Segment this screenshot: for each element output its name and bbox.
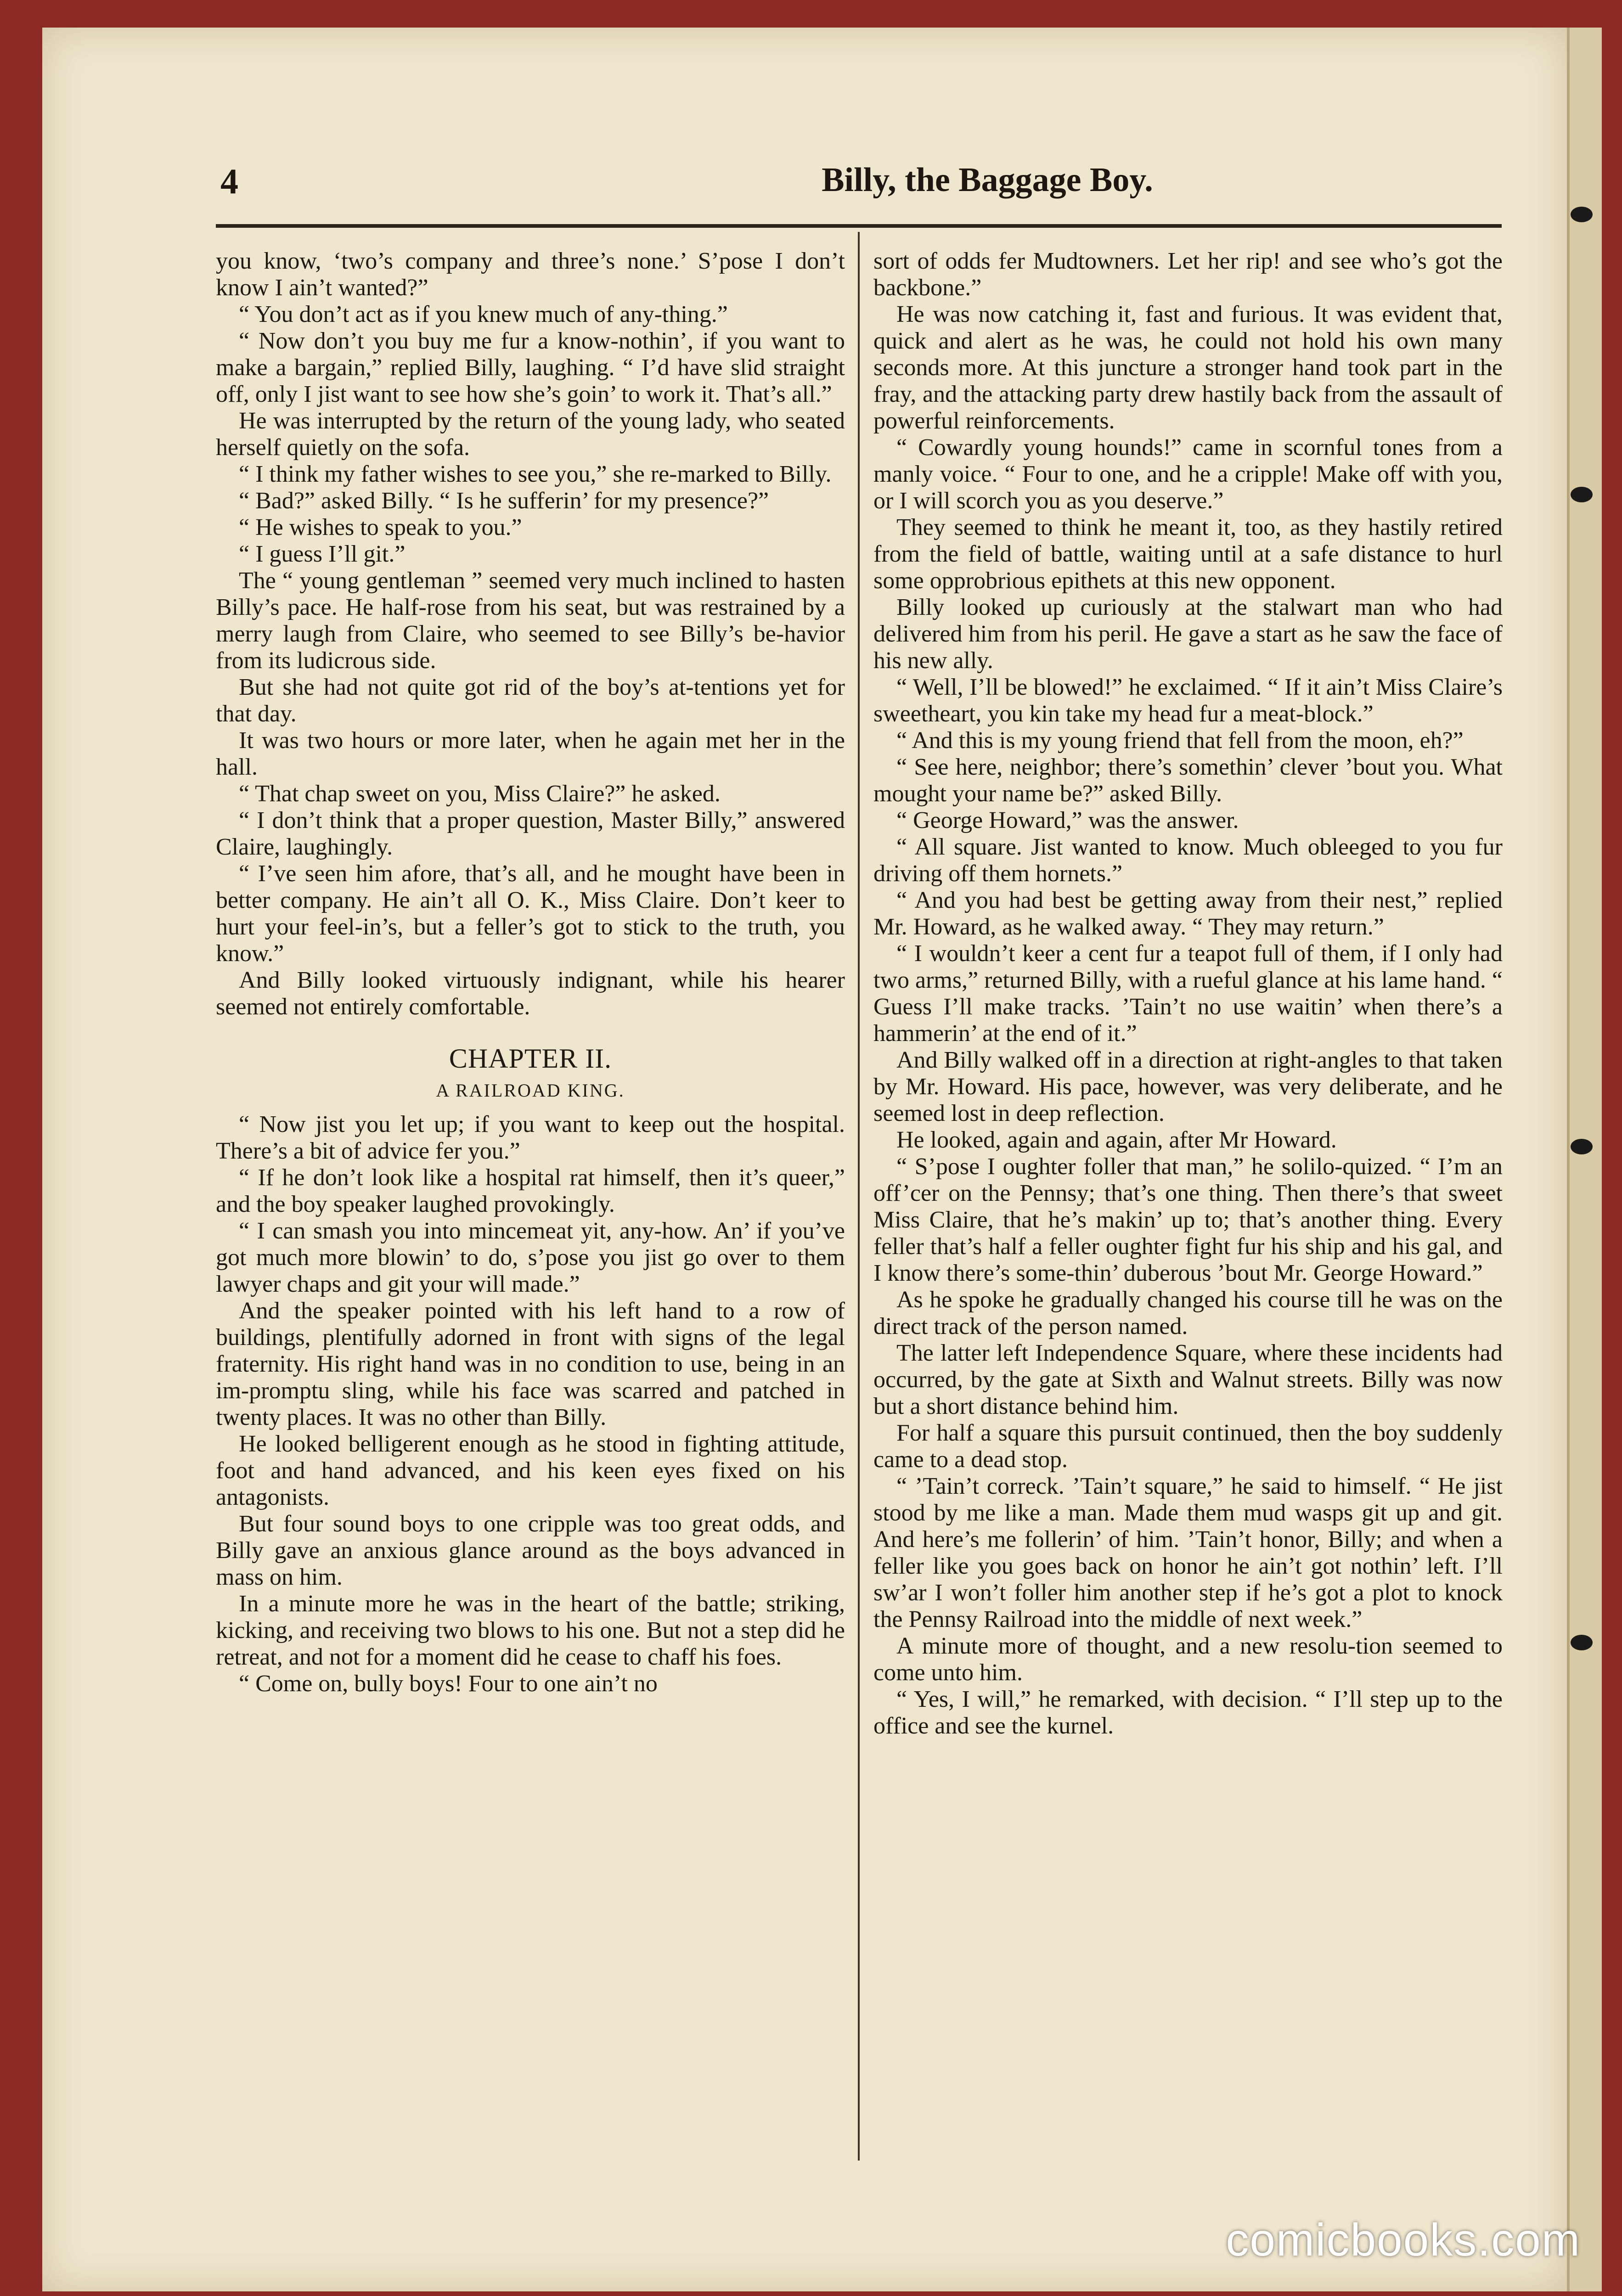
paragraph: “ Cowardly young hounds!” came in scornful tones from a manly voice. “ Four to one, and he a cripple! Make off with you, or I will scorch you as you deserve.” [873,434,1503,514]
right-column-text [873,248,1503,1739]
paragraph: And Billy walked off in a direction at right-angles to that taken by Mr. Howard. His pace, however, was very deliberate, and he seemed lost in deep reflection. [873,1047,1503,1126]
paragraph: you know, ‘two’s company and three’s none.’ S’pose I don’t know I ain’t wanted?” [216,248,845,301]
paragraph: Billy looked up curiously at the stalwart man who had delivered him from his peril. He gave a start as he saw the face of his new ally. [873,594,1503,674]
paragraph: “ See here, neighbor; there’s somethin’ clever ’bout you. What mought your name be?” asked Billy. [873,754,1503,807]
paragraph: And the speaker pointed with his left hand to a row of buildings, plentifully adorned in front with signs of the legal fraternity. His right hand was in no condition to use, being in an im-promptu sling, while his face was scarred and patched in twenty places. It was no other than Billy. [216,1298,845,1430]
paragraph: But four sound boys to one cripple was too great odds, and Billy gave an anxious glance around as the boys advanced in mass on him. [216,1511,845,1590]
binding-hole [1571,487,1593,502]
binding-hole [1571,207,1593,222]
paragraph: “ Yes, I will,” he remarked, with decision. “ I’ll step up to the office and see the kurnel. [873,1686,1503,1739]
paragraph: “ And you had best be getting away from their nest,” replied Mr. Howard, as he walked away. “ They may return.” [873,887,1503,940]
paragraph: “ Well, I’ll be blowed!” he exclaimed. “ If it ain’t Miss Claire’s sweetheart, you kin take my head fur a meat-block.” [873,674,1503,727]
paragraph: They seemed to think he meant it, too, as they hastily retired from the field of battle, waiting until at a safe distance to hurl some opprobrious epithets at this new opponent. [873,514,1503,594]
paragraph: “ That chap sweet on you, Miss Claire?” he asked. [239,781,721,807]
paragraph: “ Now jist you let up; if you want to keep out the hospital. There’s a bit of advice fer you.” [216,1111,845,1164]
paragraph: The latter left Independence Square, where these incidents had occurred, by the gate at Sixth and Walnut streets. Billy was now but a short distance behind him. [873,1340,1503,1419]
paragraph: As he spoke he gradually changed his course till he was on the direct track of the person named. [873,1287,1503,1339]
page-header [220,161,1515,211]
paragraph: In a minute more he was in the heart of the battle; striking, kicking, and receiving two blows to his one. But not a step did he retreat, and not for a moment did he cease to chaff his foes. [216,1591,845,1670]
paragraph: “ I don’t think that a proper question, Master Billy,” answered Claire, laughingly. [216,807,845,860]
chapter-subtitle: A RAILROAD KING. [436,1080,625,1101]
paragraph: He was interrupted by the return of the young lady, who seated herself quietly on the sofa. [216,408,845,461]
page-number: 4 [220,161,238,201]
running-title: Billy, the Baggage Boy. [822,161,1153,199]
paragraph: “ ’Tain’t correck. ’Tain’t square,” he said to himself. “ He jist stood by me like a man. Made them mud wasps git up and git. And here’s me follerin’ of him. ’Tain’t honor, Billy; and when a feller like you goes back on honor he ain’t got nothin’ left. I’ll sw’ar I won’t foller him another step if he’s got a plot to knock the Pennsy Railroad into the middle of next week.” [873,1473,1503,1632]
paragraph: “ George Howard,” was the answer. [896,807,1239,833]
paragraph: “ Bad?” asked Billy. “ Is he sufferin’ for my presence?” [239,488,769,514]
paragraph: “ And this is my young friend that fell from the moon, eh?” [896,727,1464,754]
paragraph: He looked belligerent enough as he stood in fighting attitude, foot and hand advanced, and his keen eyes fixed on his antagonists. [216,1431,845,1510]
paragraph: sort of odds fer Mudtowners. Let her rip! and see who’s got the backbone.” [873,248,1503,301]
binding-hole [1571,1139,1593,1154]
paragraph: “ S’pose I oughter foller that man,” he solilo-quized. “ I’m an off’cer on the Pennsy; that’s one thing. Then there’s that sweet Miss Claire, that he’s makin’ up to; that’s another thing. Every feller that’s half a feller oughter fight fur his ship and his gal, and I know there’s some-thin’ duberous ’bout Mr. George Howard.” [873,1154,1503,1286]
paragraph: The “ young gentleman ” seemed very much inclined to hasten Billy’s pace. He half-rose from his seat, but was restrained by a merry laugh from Claire, who seemed to see Billy’s be-havior from its ludicrous side. [216,568,845,674]
paragraph: For half a square this pursuit continued, then the boy suddenly came to a dead stop. [873,1420,1503,1473]
paragraph: He looked, again and again, after Mr Howard. [896,1127,1337,1153]
paragraph: He was now catching it, fast and furious. It was evident that, quick and alert as he was, he could not hold his own many seconds more. At this juncture a stronger hand took part in the fray, and the attacking party drew hastily back from the assault of powerful reinforcements. [873,301,1503,434]
paragraph: “ Come on, bully boys! Four to one ain’t no [239,1671,658,1697]
paragraph: But she had not quite got rid of the boy’s at-tentions yet for that day. [216,674,845,727]
paragraph: It was two hours or more later, when he again met her in the hall. [216,727,845,780]
paragraph: A minute more of thought, and a new resolu-tion seemed to come unto him. [873,1633,1503,1686]
paragraph: “ If he don’t look like a hospital rat himself, then it’s queer,” and the boy speaker laughed provokingly. [216,1165,845,1217]
binding-hole [1571,1635,1593,1650]
paragraph: “ I can smash you into mincemeat yit, any-how. An’ if you’ve got much more blowin’ to do, s’pose you jist go over to them lawyer chaps and git your will made.” [216,1218,845,1297]
page-spine [1567,28,1602,2291]
paragraph: “ I think my father wishes to see you,” she re-marked to Billy. [239,461,832,487]
paragraph: “ You don’t act as if you knew much of any-thing.” [239,301,728,327]
paragraph: “ I guess I’ll git.” [239,541,406,567]
paragraph: “ I’ve seen him afore, that’s all, and he mought have been in better company. He ain’t all O. K., Miss Claire. Don’t keer to hurt your feel-in’s, but a feller’s got to stick to the truth, you know.” [216,861,845,967]
right-column [873,248,1503,1739]
paragraph: And Billy looked virtuously indignant, while his hearer seemed not entirely comfortable. [216,967,845,1020]
header-rule [216,224,1502,228]
chapter-title: CHAPTER II. [449,1043,612,1074]
paragraph: “ Now don’t you buy me fur a know-nothin’, if you want to make a bargain,” replied Billy, laughing. “ I’d have slid straight off, only I jist want to see how she’s goin’ to work it. That’s all.” [216,328,845,407]
paragraph: “ All square. Jist wanted to know. Much obleeged to you fur driving off them hornets.” [873,834,1503,887]
paragraph: “ I wouldn’t keer a cent fur a teapot full of them, if I only had two arms,” returned Billy, with a rueful glance at his lame hand. “ Guess I’ll make tracks. ’Tain’t no use waitin’ when there’s a hammerin’ at the end of it.” [873,940,1503,1047]
column-divider [858,232,860,2161]
watermark: comicbooks.com [1226,2214,1581,2266]
paragraph: “ He wishes to speak to you.” [239,514,522,540]
left-column-chapter-text [216,1111,845,1697]
left-column [216,248,845,1697]
left-column-text [216,248,845,1020]
